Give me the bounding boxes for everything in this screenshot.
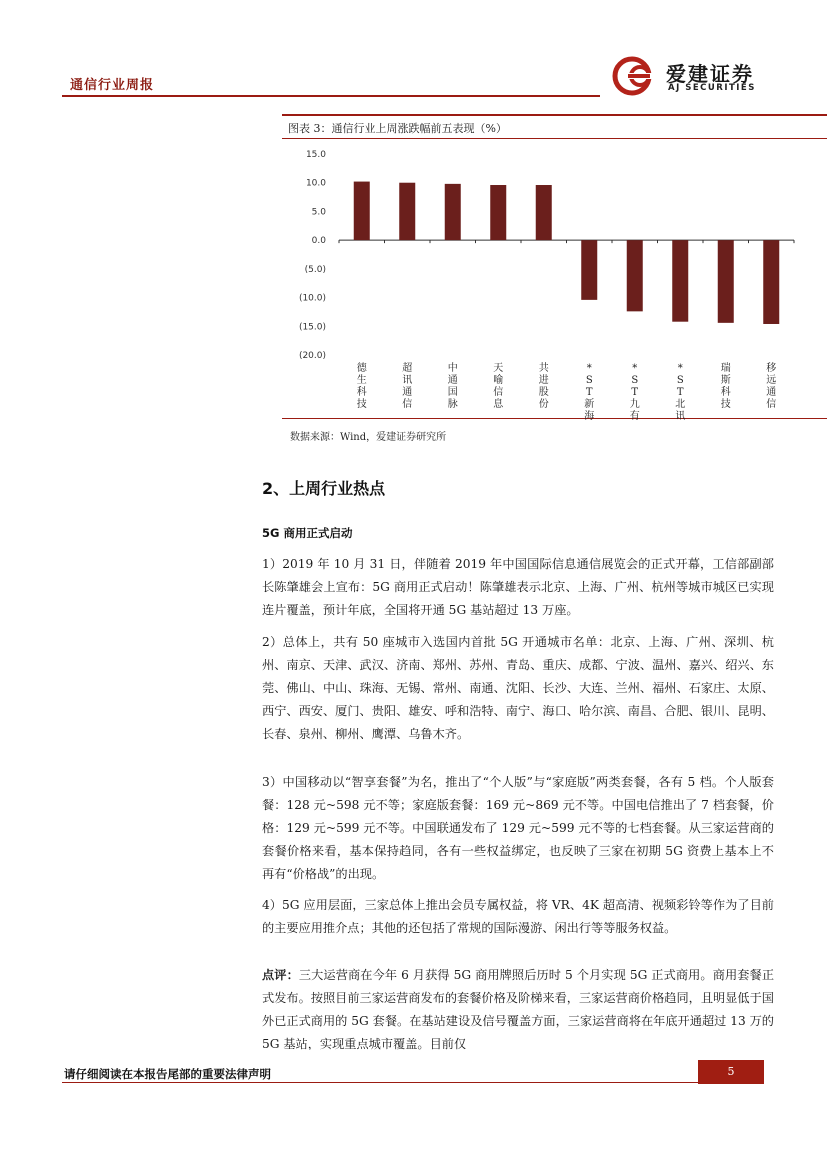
category-label: 天喻信息 bbox=[493, 363, 504, 410]
y-tick-label: (10.0) bbox=[298, 293, 326, 304]
header-title: 通信行业周报 bbox=[70, 78, 155, 93]
category-label: 德生科技 bbox=[356, 363, 367, 410]
legal-notice: 请仔细阅读在本报告尾部的重要法律声明 bbox=[64, 1067, 271, 1081]
y-tick-label: 10.0 bbox=[305, 178, 326, 189]
logo-name-cn: 爱建证券 bbox=[666, 62, 754, 86]
figure-title: 图表 3：通信行业上周涨跌幅前五表现（%） bbox=[288, 122, 507, 135]
category-label: * S T 九有 bbox=[629, 363, 640, 420]
category-label: 瑞斯科技 bbox=[720, 363, 731, 410]
comment-text: 三大运营商在今年 6 月获得 5G 商用牌照后历时 5 个月实现 5G 正式商用。商用套餐正式发布。按照目前三家运营商发布的套餐价格及阶梯来看，三家运营商价格趋同，且明显低于国外已正式商用的 5G 套餐。在基站建设及信号覆盖方面，三家运营商将在年底开通超过 13 万的 5G 基站，实现重点城市覆盖。目前仅 bbox=[262, 968, 774, 1050]
paragraph-1: 1）2019 年 10 月 31 日，伴随着 2019 年中国国际信息通信展览会的正式开幕，工信部副部长陈肇雄会上宣布：5G 商用正式启动！陈肇雄表示北京、上海、广州、杭州等城市城区已实现连片覆盖，预计年底，全国将开通 5G 基站超过 13 万座。 bbox=[262, 557, 774, 617]
figure-source: 数据来源：Wind，爱建证券研究所 bbox=[290, 432, 447, 443]
y-tick-label: (5.0) bbox=[304, 264, 326, 275]
bar bbox=[399, 183, 415, 240]
y-tick-label: 0.0 bbox=[311, 236, 326, 247]
y-tick-label: 15.0 bbox=[305, 150, 326, 160]
figure-title-rule bbox=[282, 138, 827, 139]
page-number: 5 bbox=[698, 1060, 764, 1084]
bar bbox=[581, 240, 597, 300]
bar bbox=[763, 240, 779, 324]
footer-rule bbox=[62, 1082, 762, 1083]
category-label: 共进股份 bbox=[538, 363, 549, 410]
paragraph-3: 3）中国移动以“智享套餐”为名，推出了“个人版”与“家庭版”两类套餐，各有 5 档。个人版套餐：128 元~598 元不等；家庭版套餐：169 元~869 元不等。中国电信推出了 7 档套餐，价格：129 元~599 元不等。中国联通发布了 129 元~599 元不等的七档套餐。从三家运营商的套餐价格来看，基本保持趋同，各有一些权益绑定，也反映了三家在初期 5G 资费上基本上不再有“价格战”的出现。 bbox=[262, 775, 774, 881]
bar bbox=[445, 184, 461, 240]
company-logo bbox=[610, 56, 770, 96]
y-tick-label: (20.0) bbox=[298, 351, 326, 361]
bar bbox=[672, 240, 688, 322]
y-tick-label: (15.0) bbox=[298, 322, 326, 333]
bar bbox=[536, 185, 552, 240]
comment-label: 点评： bbox=[262, 968, 299, 982]
paragraph-4: 4）5G 应用层面，三家总体上推出会员专属权益，将 VR、4K 超高清、视频彩铃等作为了目前的主要应用推介点；其他的还包括了常规的国际漫游、闲出行等等服务权益。 bbox=[262, 898, 774, 935]
section-title: 2、上周行业热点 bbox=[262, 479, 386, 498]
category-label: 中通国脉 bbox=[447, 363, 458, 410]
category-label: * S T 北讯 bbox=[675, 363, 686, 420]
bar bbox=[718, 240, 734, 323]
bar bbox=[490, 185, 506, 240]
y-tick-label: 5.0 bbox=[311, 207, 326, 218]
aj-logo-icon bbox=[610, 56, 662, 96]
header-rule bbox=[62, 95, 600, 97]
logo-name-en: AJ SECURITIES bbox=[668, 83, 756, 93]
section-subtitle: 5G 商用正式启动 bbox=[262, 526, 353, 540]
figure-top-rule bbox=[282, 114, 827, 116]
bar bbox=[354, 182, 370, 241]
paragraph-2: 2）总体上，共有 50 座城市入选国内首批 5G 开通城市名单：北京、上海、广州、深圳、杭州、南京、天津、武汉、济南、郑州、苏州、青岛、重庆、成都、宁波、温州、嘉兴、绍兴、东莞、佛山、中山、珠海、无锡、常州、南通、沈阳、长沙、大连、兰州、福州、石家庄、太原、西宁、西安、厦门、贵阳、雄安、呼和浩特、南宁、海口、哈尔滨、南昌、合肥、银川、昆明、长春、泉州、柳州、鹰潭、乌鲁木齐。 bbox=[262, 635, 774, 741]
bar-chart bbox=[282, 140, 827, 420]
category-label: 超讯通信 bbox=[402, 363, 413, 410]
category-label: 移远通信 bbox=[766, 363, 777, 410]
bar bbox=[627, 240, 643, 311]
category-label: * S T 新海 bbox=[584, 363, 595, 420]
comment-paragraph bbox=[262, 964, 774, 1050]
